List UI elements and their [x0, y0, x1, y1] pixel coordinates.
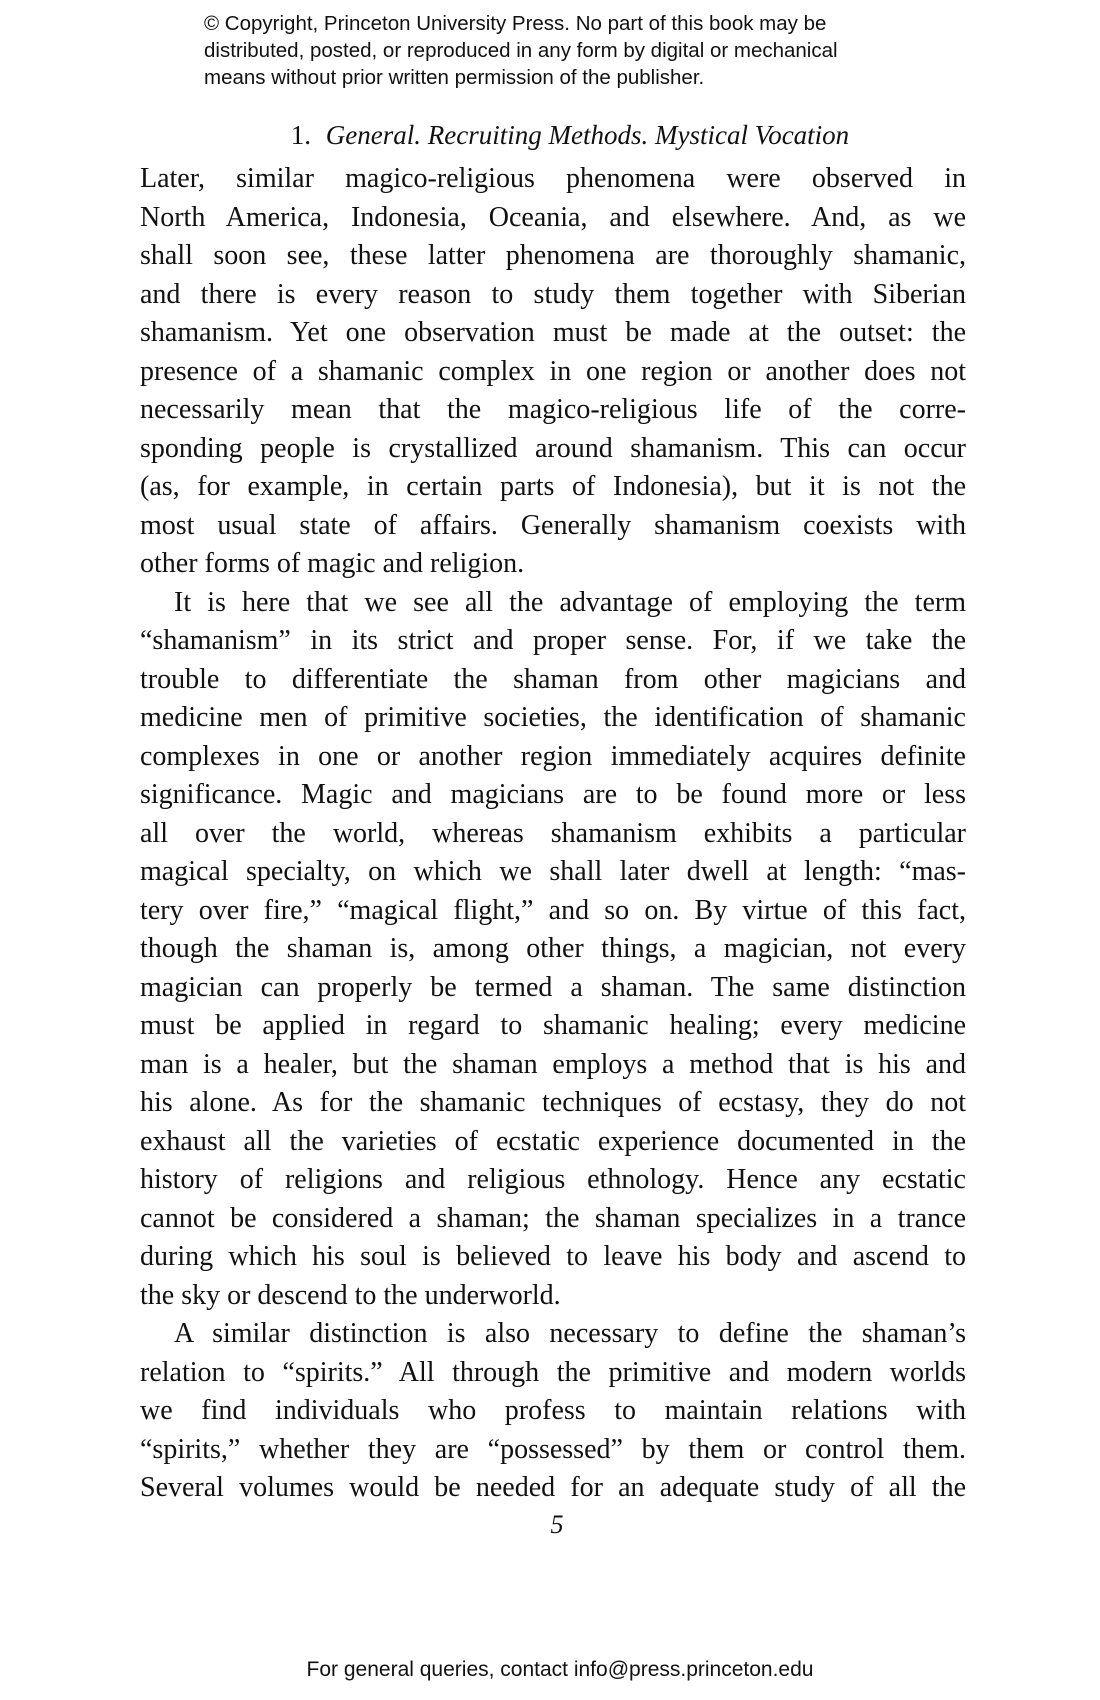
text-line: exhaust all the varieties of ecstatic experience documented in the [140, 1125, 966, 1157]
text-line: magical specialty, on which we shall later dwell at length: “mas- [140, 856, 966, 887]
section-title: General. Recruiting Methods. Mystical Vocation [325, 120, 850, 150]
text-line: trouble to differentiate the shaman from other magicians and [140, 663, 966, 695]
text-line: and there is every reason to study them together with Siberian [140, 278, 966, 310]
footer-contact: For general queries, contact info@press.princeton.edu [306, 1658, 814, 1681]
page-number: 5 [550, 1510, 564, 1539]
text-line: significance. Magic and magicians are to be found more or less [140, 779, 966, 810]
copyright-line: © Copyright, Princeton University Press. No part of this book may be [204, 12, 827, 35]
text-line: though the shaman is, among other things, a magician, not every [140, 933, 966, 964]
text-line: during which his soul is believed to leave his body and ascend to [140, 1241, 966, 1272]
copyright-line: means without prior written permission of the publisher. [204, 66, 705, 89]
text-line: magician can properly be termed a shaman. The same distinction [140, 971, 966, 1003]
text-line: medicine men of primitive societies, the identification of shamanic [140, 702, 966, 733]
text-line: all over the world, whereas shamanism exhibits a particular [140, 817, 966, 849]
text-line: Several volumes would be needed for an adequate study of all the [140, 1472, 966, 1503]
text-line: sponding people is crystallized around shamanism. This can occur [140, 432, 966, 464]
text-line: presence of a shamanic complex in one region or another does not [140, 355, 966, 387]
text-line: other forms of magic and religion. [140, 548, 525, 579]
text-line: “spirits,” whether they are “possessed” by them or control them. [140, 1433, 966, 1465]
text-line: tery over fire,” “magical flight,” and so on. By virtue of this fact, [140, 894, 966, 926]
text-line: the sky or descend to the underworld. [140, 1279, 561, 1311]
copyright-notice [204, 10, 924, 91]
text-line: A similar distinction is also necessary to define the shaman’s [174, 1318, 966, 1349]
text-line: shall soon see, these latter phenomena are thoroughly shamanic, [140, 240, 966, 271]
text-line: complexes in one or another region immediately acquires definite [140, 740, 966, 772]
body-text [140, 160, 966, 1508]
text-line: (as, for example, in certain parts of Indonesia), but it is not the [140, 471, 966, 502]
text-line: It is here that we see all the advantage of employing the term [174, 586, 966, 618]
text-line: his alone. As for the shamanic techniques of ecstasy, they do not [140, 1087, 966, 1118]
text-line: shamanism. Yet one observation must be made at the outset: the [140, 317, 966, 348]
running-head [0, 120, 1100, 151]
text-line: we find individuals who profess to maintain relations with [140, 1395, 966, 1426]
text-line: Later, similar magico-religious phenomena were observed in [140, 163, 966, 194]
text-line: most usual state of affairs. Generally shamanism coexists with [140, 509, 966, 541]
copyright-line: distributed, posted, or reproduced in any form by digital or mechanical [204, 39, 838, 62]
text-line: necessarily mean that the magico-religious life of the corre- [140, 394, 966, 425]
text-line: relation to “spirits.” All through the primitive and modern worlds [140, 1356, 966, 1388]
text-line: “shamanism” in its strict and proper sense. For, if we take the [140, 625, 966, 656]
text-line: history of religions and religious ethnology. Hence any ecstatic [140, 1164, 966, 1195]
text-line: cannot be considered a shaman; the shaman specializes in a trance [140, 1202, 966, 1234]
text-line: man is a healer, but the shaman employs a method that is his and [140, 1048, 966, 1080]
text-line: must be applied in regard to shamanic healing; every medicine [140, 1010, 966, 1041]
section-number: 1. [290, 120, 312, 150]
text-line: North America, Indonesia, Oceania, and elsewhere. And, as we [140, 201, 966, 233]
